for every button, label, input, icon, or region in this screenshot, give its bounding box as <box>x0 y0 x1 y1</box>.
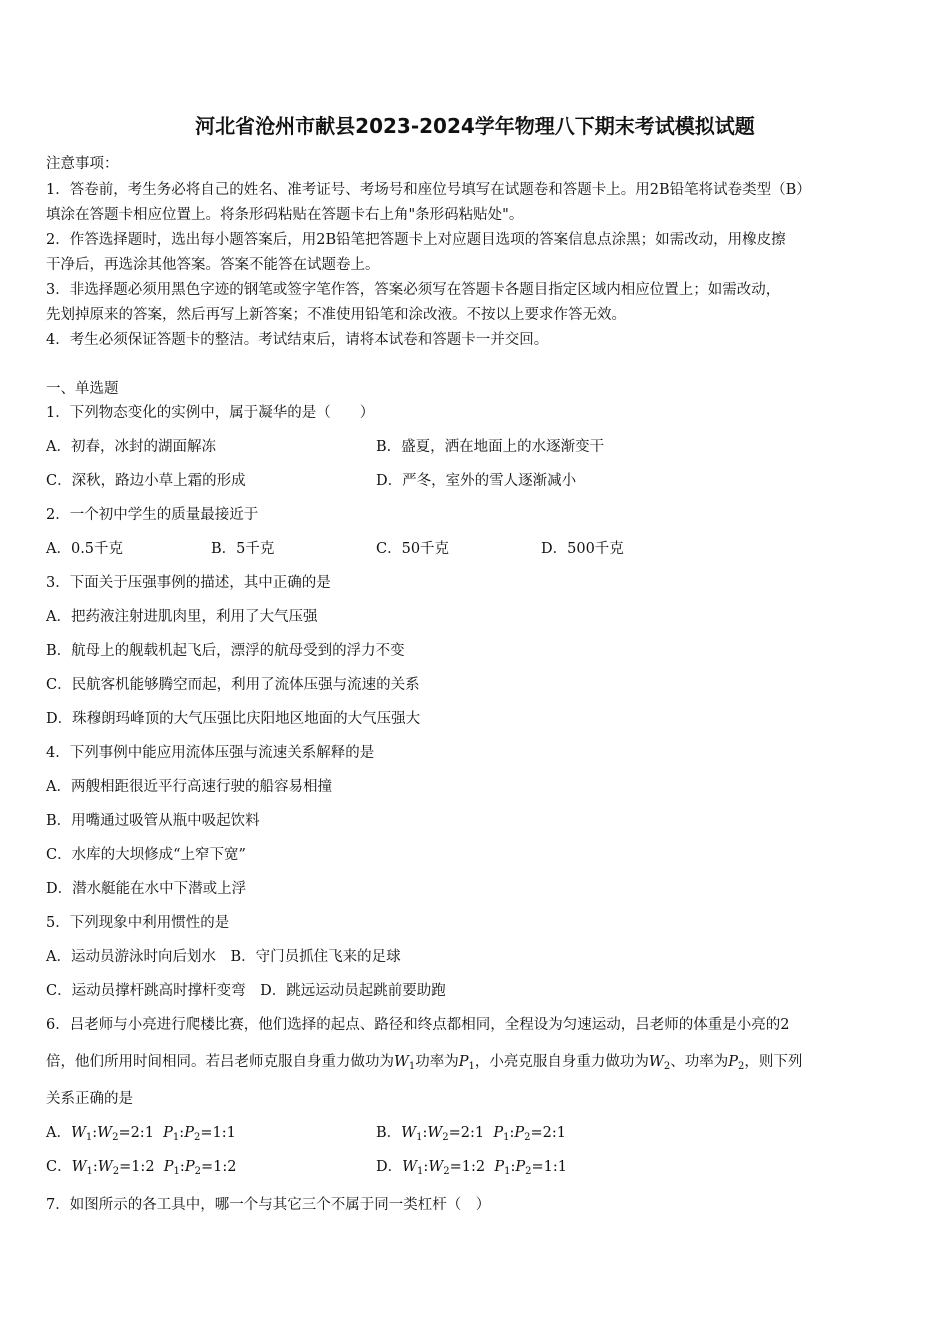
question-2-option-b: B．5千克 <box>211 541 275 557</box>
question-2-option-a: A．0.5千克 <box>46 541 124 557</box>
notice-line: 1．答卷前，考生务必将自己的姓名、准考证号、考场号和座位号填写在试题卷和答题卡上。用2B铅笔将试卷类型（B） <box>46 182 811 198</box>
question-4-option-a: A．两艘相距很近平行高速行驶的船容易相撞 <box>46 779 332 795</box>
notice-line: 4．考生必须保证答题卡的整洁。考试结束后，请将本试卷和答题卡一并交回。 <box>46 332 549 348</box>
question-3-option-a: A．把药液注射进肌肉里，利用了大气压强 <box>46 609 318 625</box>
notice-line: 先划掉原来的答案，然后再写上新答案；不准使用铅笔和涂改液。不按以上要求作答无效。 <box>46 307 626 323</box>
notice-heading: 注意事项： <box>46 156 119 172</box>
question-6-stem-line-3: 关系正确的是 <box>46 1091 133 1107</box>
notice-line: 2．作答选择题时，选出每小题答案后，用2B铅笔把答题卡上对应题目选项的答案信息点涂黑；如需改动，用橡皮擦 <box>46 232 786 248</box>
question-6-option-c: C．$W_1:W_2=1:2$ $P_1:P_2=1:2$ <box>46 1159 237 1177</box>
question-4-option-d: D．潜水艇能在水中下潜或上浮 <box>46 881 247 897</box>
question-4-option-c: C．水库的大坝修成“上窄下宽” <box>46 847 246 863</box>
question-1-stem: 1．下列物态变化的实例中，属于凝华的是（ ） <box>46 405 375 421</box>
section-heading: 一、单选题 <box>46 381 119 397</box>
question-7-stem: 7．如图所示的各工具中，哪一个与其它三个不属于同一类杠杆（ ） <box>46 1197 491 1213</box>
notice-line: 3．非选择题必须用黑色字迹的钢笔或签字笔作答，答案必须写在答题卡各题目指定区域内相应位置上；如需改动， <box>46 282 781 298</box>
question-5-stem: 5．下列现象中利用惯性的是 <box>46 915 230 931</box>
question-2-option-c: C．50千克 <box>376 541 450 557</box>
notice-line: 干净后，再选涂其他答案。答案不能答在试题卷上。 <box>46 257 380 273</box>
question-1-option-a: A．初春，冰封的湖面解冻 <box>46 439 216 455</box>
notice-line: 填涂在答题卡相应位置上。将条形码粘贴在答题卡右上角"条形码粘贴处"。 <box>46 207 524 223</box>
question-3-option-c: C．民航客机能够腾空而起，利用了流体压强与流速的关系 <box>46 677 420 693</box>
question-4-option-b: B．用嘴通过吸管从瓶中吸起饮料 <box>46 813 260 829</box>
question-1-option-c: C．深秋，路边小草上霜的形成 <box>46 473 246 489</box>
question-5-options-cd: C．运动员撑杆跳高时撑杆变弯 D．跳远运动员起跳前要助跑 <box>46 983 446 999</box>
question-3-option-d: D．珠穆朗玛峰顶的大气压强比庆阳地区地面的大气压强大 <box>46 711 421 727</box>
question-6-stem-line-2: 倍，他们所用时间相同。若吕老师克服自身重力做功为$W_1$功率为$P_1$，小亮克服自身重力做功为$W_2$、功率为$P_2$，则下列 <box>46 1054 803 1072</box>
question-6-option-b: B．$W_1:W_2=2:1$ $P_1:P_2=2:1$ <box>376 1125 566 1143</box>
question-1-option-d: D．严冬，室外的雪人逐渐减小 <box>376 473 577 489</box>
question-1-option-b: B．盛夏，洒在地面上的水逐渐变干 <box>376 439 605 455</box>
question-4-stem: 4．下列事例中能应用流体压强与流速关系解释的是 <box>46 745 375 761</box>
question-3-stem: 3．下面关于压强事例的描述，其中正确的是 <box>46 575 331 591</box>
question-2-option-d: D．500千克 <box>541 541 624 557</box>
page-title: 河北省沧州市献县2023-2024学年物理八下期末考试模拟试题 <box>195 114 755 138</box>
question-5-options-ab: A．运动员游泳时向后划水 B．守门员抓住飞来的足球 <box>46 949 401 965</box>
question-6-option-d: D．$W_1:W_2=1:2$ $P_1:P_2=1:1$ <box>376 1159 567 1177</box>
question-6-stem-line-1: 6．吕老师与小亮进行爬楼比赛，他们选择的起点、路径和终点都相同，全程设为匀速运动，吕老师的体重是小亮的2 <box>46 1017 790 1033</box>
question-6-option-a: A．$W_1:W_2=2:1$ $P_1:P_2=1:1$ <box>46 1125 236 1143</box>
question-3-option-b: B．航母上的舰载机起飞后，漂浮的航母受到的浮力不变 <box>46 643 405 659</box>
question-2-stem: 2．一个初中学生的质量最接近于 <box>46 507 259 523</box>
